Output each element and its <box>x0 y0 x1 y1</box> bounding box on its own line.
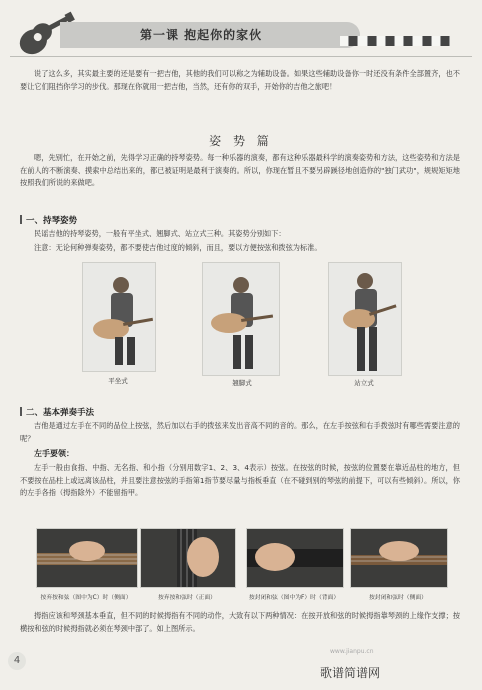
part2-title: 二、基本弹奏手法 <box>20 406 94 418</box>
caption-barre-side: 按封闭和弦时（侧面） <box>369 595 427 601</box>
hand-photo-open-side <box>36 528 138 588</box>
hand-photo-open-front <box>140 528 236 588</box>
hand-on-fretboard-icon <box>247 529 343 587</box>
left-hand-paragraph: 左手一般由食指、中指、无名指、和小指（分别用数字1、2、3、4表示）按弦。在按弦的时候，按弦的位置要在靠近品柱的地方，但不要按在品柱上或远离该品柱，并且要注意按弦的手指第1指节要尽量与指板垂直（在不碰到别的琴弦的前提下，可以有些倾斜）。所以，你的左手各指（拇指除外）不能留指甲。 <box>20 463 460 497</box>
left-hand-title: 左手要领： <box>34 449 74 458</box>
piano-keys-decoration <box>340 36 450 46</box>
caption-crossleg: 翘脚式 <box>232 379 252 387</box>
person-with-guitar-icon <box>203 263 279 375</box>
part1-title: 一、持琴姿势 <box>20 214 77 226</box>
caption-open-front: 按弃按和弦时（正面） <box>158 595 216 601</box>
watermark-url: www.jianpu.cn <box>330 648 374 655</box>
section-title: 姿 势 篇 <box>209 134 273 148</box>
part1-line2: 注意：无论何种弹奏姿势，都不要使吉他过度的倾斜，而且，要以方便按弦和拨弦为标准。 <box>34 243 322 252</box>
part2-paragraph: 吉他是通过左手在不同的品位上按弦，然后加以右手的拨弦来发出音高不同的音的。那么，在左手按弦和右手拨弦时有哪些需要注意的呢？ <box>20 421 460 443</box>
page-title: 第一课 抱起你的家伙 <box>140 28 263 42</box>
page-header <box>0 0 482 60</box>
person-with-guitar-icon <box>329 263 401 375</box>
hand-photo-barre-back <box>246 528 344 588</box>
page-number: 4 <box>8 652 26 670</box>
caption-open-side: 按弃按和弦（图中为C）时（侧面） <box>40 595 132 601</box>
intro-paragraph: 说了这么多，其实最主要的还是要有一把吉他，其他的我们可以称之为辅助设备。如果这些辅助设备你一时还没有条件全部置齐，也不要让它们阻挡你学习的步伐。那现在你就用一把吉他，当然，还有你的双手，开始你的吉他之旅吧！ <box>20 69 460 91</box>
watermark: 歌谱简谱网 <box>320 666 381 680</box>
posture-photo-standing <box>328 262 402 376</box>
person-with-guitar-icon <box>83 263 155 371</box>
thumb-paragraph: 拇指应该和琴颈基本垂直，但不同的时候拇指有不同的动作，大致有以下两种情况：在按开放和弦的时候拇指靠琴颈的上缘作支撑；按横按和弦的时候拇指就必须在琴颈中部了。如上图所示。 <box>20 611 460 633</box>
posture-photo-crossleg <box>202 262 280 376</box>
part1-line1: 民谣吉他的持琴姿势，一般有平坐式、翘脚式、站立式三种。其姿势分别如下： <box>34 229 286 238</box>
section-paragraph: 嗯，先别忙，在开始之前，先得学习正确的持琴姿势。每一种乐器的演奏，都有这种乐器最科学的演奏姿势和方法，这些姿势和方法是在前人的不断演奏、摸索中总结出来的，都已被证明是最利于演奏的。所以，你现在暂且不要另辟蹊径地创造你的"独门武功"，规规矩矩地按照我们所说的来做吧。 <box>20 153 460 187</box>
header-rule <box>10 56 472 57</box>
caption-barre-back: 按封闭和弦（图中为F）时（背面） <box>248 595 340 601</box>
hand-on-fretboard-icon <box>351 529 447 587</box>
caption-standing: 站立式 <box>354 379 374 387</box>
hand-on-fretboard-icon <box>141 529 235 587</box>
posture-photo-sitting <box>82 262 156 372</box>
hand-on-fretboard-icon <box>37 529 137 587</box>
caption-sitting: 平坐式 <box>108 377 128 385</box>
hand-photo-barre-side <box>350 528 448 588</box>
